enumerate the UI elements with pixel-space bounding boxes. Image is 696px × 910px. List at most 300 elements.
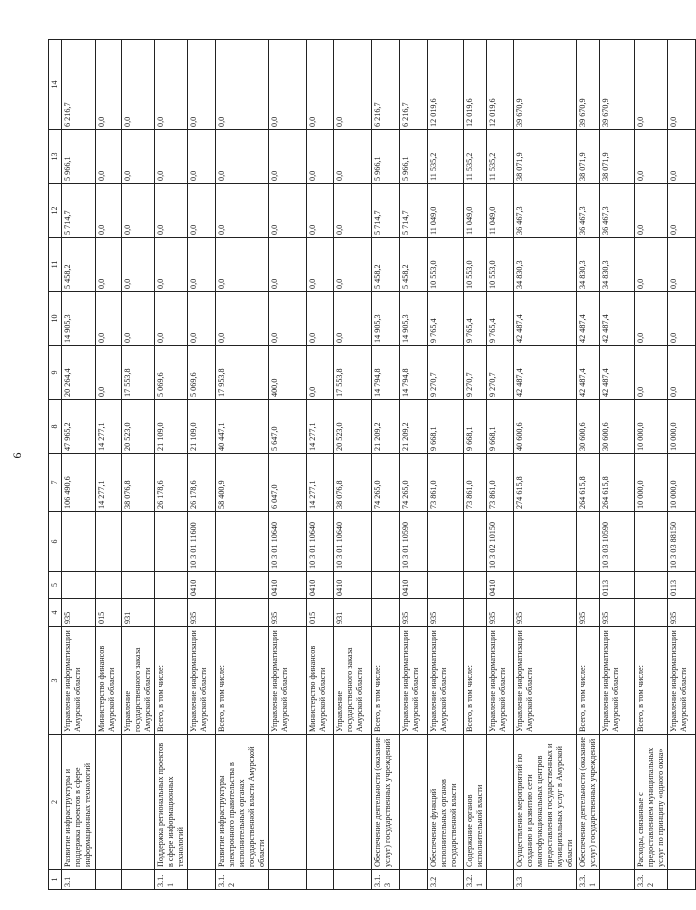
cell-target-article: 10 3 01 11600 — [188, 512, 216, 572]
cell-year-2: 9 270,7 — [464, 346, 487, 400]
cell-item-number — [96, 870, 122, 890]
cell-total-amount: 6 047,0 — [269, 454, 307, 512]
cell-year-3: 9 765,4 — [487, 292, 514, 346]
cell-year-3: 14 905,3 — [400, 292, 428, 346]
cell-year-6: 38 071,9 — [600, 130, 635, 184]
cell-year-7: 0,0 — [668, 40, 696, 130]
cell-year-1: 14 277,1 — [96, 400, 122, 454]
cell-year-6: 5 966,1 — [400, 130, 428, 184]
column-header-6: 6 — [49, 512, 62, 572]
column-header-14: 14 — [49, 40, 62, 130]
cell-responsible-executor: Управление государственного заказа Амурской области — [122, 627, 155, 735]
cell-total-amount: 74 265,0 — [400, 454, 428, 512]
cell-year-7: 6 216,7 — [372, 40, 400, 130]
cell-responsible-executor: Всего, в том числе: — [577, 627, 600, 735]
cell-section-code — [514, 572, 577, 599]
cell-total-amount: 274 615,8 — [514, 454, 577, 512]
cell-year-1: 20 523,0 — [334, 400, 372, 454]
cell-item-number — [269, 870, 307, 890]
cell-event-name — [122, 735, 155, 870]
cell-year-7: 0,0 — [188, 40, 216, 130]
table-row — [400, 40, 428, 890]
cell-ministry-code: 935 — [188, 599, 216, 627]
cell-item-number — [307, 870, 334, 890]
cell-year-6: 11 535,2 — [464, 130, 487, 184]
cell-section-code: 0410 — [487, 572, 514, 599]
table-row — [428, 40, 464, 890]
cell-ministry-code: 935 — [514, 599, 577, 627]
cell-event-name — [600, 735, 635, 870]
cell-year-4: 0,0 — [216, 238, 269, 292]
cell-year-7: 0,0 — [216, 40, 269, 130]
rotated-table-wrapper — [48, 40, 688, 890]
cell-responsible-executor: Управление информатизации Амурской области — [514, 627, 577, 735]
cell-event-name: Развитие инфраструктуры электронного правительства в исполнительных органах государственной власти Амурской области — [216, 735, 269, 870]
cell-year-4: 0,0 — [307, 238, 334, 292]
cell-year-5: 11 049,0 — [487, 184, 514, 238]
cell-year-7: 39 670,9 — [577, 40, 600, 130]
cell-ministry-code: 935 — [428, 599, 464, 627]
cell-year-4: 34 830,3 — [514, 238, 577, 292]
column-header-8: 8 — [49, 400, 62, 454]
table-row — [307, 40, 334, 890]
cell-year-2: 42 487,4 — [577, 346, 600, 400]
cell-responsible-executor: Управление информатизации Амурской области — [188, 627, 216, 735]
cell-item-number — [600, 870, 635, 890]
cell-event-name: Развитие инфраструктуры и поддержка проектов в сфере информационных технологий — [62, 735, 96, 870]
cell-year-7: 39 670,9 — [600, 40, 635, 130]
cell-year-5: 0,0 — [96, 184, 122, 238]
cell-section-code: 0410 — [269, 572, 307, 599]
cell-year-5: 0,0 — [122, 184, 155, 238]
table-row — [464, 40, 487, 890]
cell-year-5: 11 049,0 — [464, 184, 487, 238]
cell-responsible-executor: Всего, в том числе: — [635, 627, 668, 735]
cell-year-5: 0,0 — [155, 184, 188, 238]
cell-event-name — [487, 735, 514, 870]
cell-year-2: 0,0 — [96, 346, 122, 400]
cell-year-3: 0,0 — [635, 292, 668, 346]
cell-event-name: Содержание органов исполнительной власти — [464, 735, 487, 870]
cell-year-5: 5 714,7 — [372, 184, 400, 238]
cell-year-2: 0,0 — [635, 346, 668, 400]
cell-total-amount: 264 615,8 — [600, 454, 635, 512]
cell-year-6: 38 071,9 — [577, 130, 600, 184]
table-row — [122, 40, 155, 890]
column-header-5: 5 — [49, 572, 62, 599]
cell-responsible-executor: Министерство финансов Амурской области — [307, 627, 334, 735]
cell-target-article: 10 3 01 10640 — [269, 512, 307, 572]
cell-section-code: 0113 — [668, 572, 696, 599]
cell-target-article: 10 3 03 88150 — [668, 512, 696, 572]
cell-target-article: 10 3 02 10150 — [487, 512, 514, 572]
column-header-3: 3 — [49, 627, 62, 735]
table-row — [577, 40, 600, 890]
table-row — [216, 40, 269, 890]
cell-section-code: 0410 — [334, 572, 372, 599]
cell-target-article — [96, 512, 122, 572]
cell-year-5: 0,0 — [334, 184, 372, 238]
cell-year-3: 14 905,3 — [62, 292, 96, 346]
cell-year-2: 0,0 — [668, 346, 696, 400]
cell-year-1: 9 668,1 — [464, 400, 487, 454]
cell-total-amount: 74 265,0 — [372, 454, 400, 512]
cell-event-name — [307, 735, 334, 870]
cell-year-3: 0,0 — [155, 292, 188, 346]
cell-target-article — [372, 512, 400, 572]
cell-total-amount: 26 178,6 — [188, 454, 216, 512]
cell-year-7: 0,0 — [307, 40, 334, 130]
cell-year-6: 0,0 — [668, 130, 696, 184]
cell-event-name: Осуществление мероприятий по созданию и развитию сети многофункциональных центров предоставления государственных и муниципальных услуг в Амурской области — [514, 735, 577, 870]
cell-year-2: 5 069,6 — [188, 346, 216, 400]
cell-ministry-code: 935 — [400, 599, 428, 627]
table-row — [372, 40, 400, 890]
cell-year-1: 9 668,1 — [487, 400, 514, 454]
cell-event-name — [96, 735, 122, 870]
cell-year-4: 5 458,2 — [400, 238, 428, 292]
cell-year-2: 14 794,8 — [372, 346, 400, 400]
cell-total-amount: 58 400,9 — [216, 454, 269, 512]
cell-section-code — [62, 572, 96, 599]
cell-year-3: 0,0 — [307, 292, 334, 346]
cell-section-code: 0410 — [188, 572, 216, 599]
cell-responsible-executor: Управление информатизации Амурской области — [62, 627, 96, 735]
cell-event-name — [400, 735, 428, 870]
cell-year-7: 0,0 — [635, 40, 668, 130]
cell-year-7: 0,0 — [155, 40, 188, 130]
cell-year-5: 36 467,3 — [600, 184, 635, 238]
cell-year-6: 5 966,1 — [62, 130, 96, 184]
column-header-4: 4 — [49, 599, 62, 627]
cell-event-name: Обеспечение деятельности (оказание услуг) государственных учреждений — [372, 735, 400, 870]
cell-year-6: 0,0 — [122, 130, 155, 184]
cell-year-2: 20 264,4 — [62, 346, 96, 400]
cell-year-2: 400,0 — [269, 346, 307, 400]
cell-year-3: 9 765,4 — [464, 292, 487, 346]
cell-responsible-executor: Управление информатизации Амурской области — [400, 627, 428, 735]
cell-year-1: 9 668,1 — [428, 400, 464, 454]
table-row — [635, 40, 668, 890]
cell-item-number — [668, 870, 696, 890]
cell-year-6: 0,0 — [334, 130, 372, 184]
cell-total-amount: 106 490,6 — [62, 454, 96, 512]
table-row — [188, 40, 216, 890]
cell-ministry-code: 935 — [269, 599, 307, 627]
cell-ministry-code: 935 — [600, 599, 635, 627]
cell-year-1: 21 209,2 — [372, 400, 400, 454]
cell-event-name: Обеспечение функций исполнительных органов государственной власти — [428, 735, 464, 870]
cell-year-3: 0,0 — [188, 292, 216, 346]
cell-year-6: 0,0 — [307, 130, 334, 184]
cell-item-number — [188, 870, 216, 890]
cell-year-3: 0,0 — [216, 292, 269, 346]
cell-year-1: 10 000,0 — [635, 400, 668, 454]
cell-year-1: 21 109,0 — [188, 400, 216, 454]
cell-year-6: 0,0 — [269, 130, 307, 184]
cell-year-2: 9 270,7 — [428, 346, 464, 400]
cell-year-4: 10 553,0 — [464, 238, 487, 292]
cell-year-2: 0,0 — [307, 346, 334, 400]
cell-year-5: 0,0 — [668, 184, 696, 238]
cell-total-amount: 10 000,0 — [635, 454, 668, 512]
cell-year-4: 0,0 — [334, 238, 372, 292]
cell-year-4: 0,0 — [269, 238, 307, 292]
cell-event-name — [188, 735, 216, 870]
cell-year-3: 42 487,4 — [600, 292, 635, 346]
cell-year-2: 42 487,4 — [514, 346, 577, 400]
cell-responsible-executor: Управление информатизации Амурской области — [668, 627, 696, 735]
cell-year-7: 12 019,6 — [464, 40, 487, 130]
cell-ministry-code — [635, 599, 668, 627]
cell-year-6: 11 535,2 — [428, 130, 464, 184]
cell-year-1: 14 277,1 — [307, 400, 334, 454]
cell-year-1: 21 109,0 — [155, 400, 188, 454]
cell-year-1: 20 523,0 — [122, 400, 155, 454]
cell-year-7: 0,0 — [269, 40, 307, 130]
cell-total-amount: 73 861,0 — [464, 454, 487, 512]
cell-target-article — [62, 512, 96, 572]
cell-section-code: 0410 — [400, 572, 428, 599]
cell-section-code — [155, 572, 188, 599]
cell-ministry-code — [464, 599, 487, 627]
cell-year-5: 11 049,0 — [428, 184, 464, 238]
cell-ministry-code: 931 — [122, 599, 155, 627]
cell-event-name: Обеспечение деятельности (оказание услуг) государственных учреждений — [577, 735, 600, 870]
column-header-2: 2 — [49, 735, 62, 870]
cell-year-4: 0,0 — [668, 238, 696, 292]
cell-year-4: 10 553,0 — [428, 238, 464, 292]
cell-year-7: 0,0 — [96, 40, 122, 130]
cell-year-2: 14 794,8 — [400, 346, 428, 400]
cell-item-number — [400, 870, 428, 890]
cell-year-5: 0,0 — [269, 184, 307, 238]
column-header-1: 1 — [49, 870, 62, 890]
table-row — [514, 40, 577, 890]
cell-item-number: 3.3.1 — [577, 870, 600, 890]
table-row — [487, 40, 514, 890]
cell-year-2: 17 553,8 — [122, 346, 155, 400]
cell-year-7: 12 019,6 — [428, 40, 464, 130]
column-header-12: 12 — [49, 184, 62, 238]
cell-responsible-executor: Управление информатизации Амурской области — [269, 627, 307, 735]
cell-responsible-executor: Министерство финансов Амурской области — [96, 627, 122, 735]
cell-item-number: 3.1.3 — [372, 870, 400, 890]
cell-total-amount: 38 076,8 — [334, 454, 372, 512]
cell-year-6: 0,0 — [635, 130, 668, 184]
cell-total-amount: 14 277,1 — [307, 454, 334, 512]
cell-ministry-code — [372, 599, 400, 627]
table-row — [96, 40, 122, 890]
cell-item-number: 3.2 — [428, 870, 464, 890]
cell-year-2: 17 953,8 — [216, 346, 269, 400]
column-header-10: 10 — [49, 292, 62, 346]
cell-year-3: 0,0 — [668, 292, 696, 346]
cell-section-code — [577, 572, 600, 599]
cell-responsible-executor: Управление информатизации Амурской области — [428, 627, 464, 735]
cell-target-article — [635, 512, 668, 572]
cell-year-1: 47 965,2 — [62, 400, 96, 454]
cell-item-number: 3.1.2 — [216, 870, 269, 890]
cell-section-code: 0410 — [307, 572, 334, 599]
cell-year-5: 0,0 — [188, 184, 216, 238]
cell-responsible-executor: Всего, в том числе: — [464, 627, 487, 735]
cell-year-5: 36 467,3 — [514, 184, 577, 238]
cell-year-7: 6 216,7 — [62, 40, 96, 130]
cell-section-code — [428, 572, 464, 599]
cell-year-2: 9 270,7 — [487, 346, 514, 400]
cell-target-article — [464, 512, 487, 572]
budget-table — [48, 39, 696, 890]
cell-item-number: 3.2.1 — [464, 870, 487, 890]
cell-responsible-executor: Управление информатизации Амурской области — [600, 627, 635, 735]
cell-section-code — [464, 572, 487, 599]
table-header-row — [49, 40, 62, 890]
cell-item-number — [334, 870, 372, 890]
cell-section-code — [372, 572, 400, 599]
cell-year-3: 0,0 — [269, 292, 307, 346]
cell-year-1: 10 000,0 — [668, 400, 696, 454]
cell-year-5: 36 467,3 — [577, 184, 600, 238]
cell-total-amount: 26 178,6 — [155, 454, 188, 512]
cell-year-3: 0,0 — [122, 292, 155, 346]
cell-responsible-executor: Управление государственного заказа Амурской области — [334, 627, 372, 735]
cell-year-1: 30 600,6 — [577, 400, 600, 454]
cell-section-code — [216, 572, 269, 599]
cell-ministry-code: 935 — [62, 599, 96, 627]
cell-year-6: 38 071,9 — [514, 130, 577, 184]
cell-section-code — [96, 572, 122, 599]
cell-year-2: 5 069,6 — [155, 346, 188, 400]
table-row — [600, 40, 635, 890]
cell-target-article — [216, 512, 269, 572]
cell-year-7: 6 216,7 — [400, 40, 428, 130]
cell-year-7: 12 019,6 — [487, 40, 514, 130]
table-row — [334, 40, 372, 890]
cell-year-4: 0,0 — [155, 238, 188, 292]
cell-ministry-code: 935 — [668, 599, 696, 627]
cell-year-1: 40 447,1 — [216, 400, 269, 454]
cell-item-number: 3.1.1 — [155, 870, 188, 890]
column-header-7: 7 — [49, 454, 62, 512]
cell-total-amount: 73 861,0 — [428, 454, 464, 512]
cell-ministry-code — [155, 599, 188, 627]
table-row — [668, 40, 696, 890]
cell-year-7: 0,0 — [122, 40, 155, 130]
cell-year-2: 42 487,4 — [600, 346, 635, 400]
cell-responsible-executor: Всего, в том числе: — [155, 627, 188, 735]
cell-event-name: Поддержка региональных проектов в сфере информационных технологий — [155, 735, 188, 870]
cell-target-article — [155, 512, 188, 572]
page-content — [48, 40, 688, 910]
cell-year-5: 0,0 — [216, 184, 269, 238]
cell-section-code — [122, 572, 155, 599]
cell-year-3: 42 487,4 — [577, 292, 600, 346]
cell-target-article — [514, 512, 577, 572]
cell-year-4: 34 830,3 — [600, 238, 635, 292]
cell-responsible-executor: Управление информатизации Амурской области — [487, 627, 514, 735]
cell-year-3: 42 487,4 — [514, 292, 577, 346]
cell-ministry-code: 935 — [487, 599, 514, 627]
cell-event-name — [269, 735, 307, 870]
cell-ministry-code: 015 — [307, 599, 334, 627]
column-header-13: 13 — [49, 130, 62, 184]
cell-section-code — [635, 572, 668, 599]
cell-event-name: Расходы, связанные с предоставлением муниципальных услуг по принципу «одного окна» — [635, 735, 668, 870]
cell-total-amount: 10 000,0 — [668, 454, 696, 512]
cell-year-2: 17 553,8 — [334, 346, 372, 400]
cell-target-article — [122, 512, 155, 572]
cell-year-1: 21 209,2 — [400, 400, 428, 454]
cell-total-amount: 14 277,1 — [96, 454, 122, 512]
cell-total-amount: 264 615,8 — [577, 454, 600, 512]
cell-target-article — [577, 512, 600, 572]
cell-ministry-code: 935 — [577, 599, 600, 627]
cell-year-3: 9 765,4 — [428, 292, 464, 346]
cell-year-5: 5 714,7 — [400, 184, 428, 238]
cell-year-4: 34 830,3 — [577, 238, 600, 292]
cell-year-5: 5 714,7 — [62, 184, 96, 238]
cell-year-4: 10 553,0 — [487, 238, 514, 292]
cell-year-4: 0,0 — [188, 238, 216, 292]
cell-year-6: 11 535,2 — [487, 130, 514, 184]
table-row — [62, 40, 96, 890]
cell-year-5: 0,0 — [307, 184, 334, 238]
cell-year-4: 5 458,2 — [372, 238, 400, 292]
cell-year-6: 0,0 — [188, 130, 216, 184]
cell-year-7: 0,0 — [334, 40, 372, 130]
page-number: 9 — [10, 452, 25, 459]
cell-year-4: 5 458,2 — [62, 238, 96, 292]
cell-year-4: 0,0 — [122, 238, 155, 292]
cell-year-1: 5 647,0 — [269, 400, 307, 454]
cell-year-4: 0,0 — [635, 238, 668, 292]
cell-year-6: 5 966,1 — [372, 130, 400, 184]
column-header-11: 11 — [49, 238, 62, 292]
cell-total-amount: 38 076,8 — [122, 454, 155, 512]
cell-target-article: 10 3 01 10590 — [400, 512, 428, 572]
cell-year-6: 0,0 — [96, 130, 122, 184]
cell-year-3: 14 905,3 — [372, 292, 400, 346]
cell-ministry-code: 015 — [96, 599, 122, 627]
cell-item-number — [487, 870, 514, 890]
table-row — [269, 40, 307, 890]
column-header-9: 9 — [49, 346, 62, 400]
cell-year-1: 40 600,6 — [514, 400, 577, 454]
cell-item-number: 3.3.2 — [635, 870, 668, 890]
cell-event-name — [668, 735, 696, 870]
cell-target-article — [428, 512, 464, 572]
cell-ministry-code: 931 — [334, 599, 372, 627]
cell-responsible-executor: Всего, в том числе: — [216, 627, 269, 735]
cell-year-6: 0,0 — [216, 130, 269, 184]
cell-year-4: 0,0 — [96, 238, 122, 292]
cell-target-article: 10 3 01 10640 — [334, 512, 372, 572]
cell-item-number — [122, 870, 155, 890]
cell-target-article: 10 3 03 10590 — [600, 512, 635, 572]
cell-year-5: 0,0 — [635, 184, 668, 238]
cell-total-amount: 73 861,0 — [487, 454, 514, 512]
cell-year-3: 0,0 — [96, 292, 122, 346]
cell-item-number: 3.1 — [62, 870, 96, 890]
cell-event-name — [334, 735, 372, 870]
cell-target-article: 10 3 01 10640 — [307, 512, 334, 572]
cell-responsible-executor: Всего, в том числе: — [372, 627, 400, 735]
cell-ministry-code — [216, 599, 269, 627]
table-row — [155, 40, 188, 890]
cell-year-1: 30 600,6 — [600, 400, 635, 454]
cell-item-number: 3.3 — [514, 870, 577, 890]
